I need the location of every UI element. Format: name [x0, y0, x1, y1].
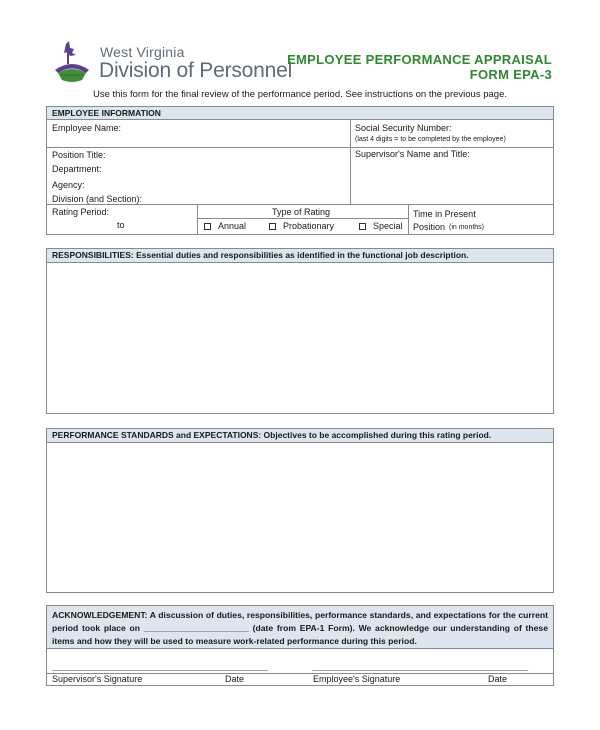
responsibilities-text-area[interactable]: [47, 263, 553, 413]
divider: [197, 204, 198, 235]
performance-standards-section: [46, 428, 554, 593]
employee-date-label: Date: [488, 674, 508, 684]
divider: [350, 147, 554, 148]
probationary-checkbox[interactable]: [269, 223, 276, 230]
form-number: FORM EPA-3: [469, 67, 552, 82]
supervisor-signature-label: Supervisor's Signature: [52, 674, 143, 684]
performance-text-area[interactable]: [47, 443, 553, 592]
supervisor-signature-line[interactable]: ________________________________________________________: [52, 662, 268, 671]
org-state-name: West Virginia: [100, 44, 185, 60]
time-in-position-label: Time in Present: [413, 209, 476, 219]
ssn-field[interactable]: Social Security Number:: [355, 123, 452, 133]
divider: [47, 204, 554, 205]
divider: [47, 147, 350, 148]
responsibilities-section: [46, 248, 554, 414]
divider: [350, 120, 351, 204]
agency-field[interactable]: Agency:: [52, 180, 85, 190]
rating-period-to: to: [117, 220, 125, 230]
form-title: EMPLOYEE PERFORMANCE APPRAISAL: [287, 52, 552, 67]
employee-signature-line[interactable]: ________________________________________________________: [312, 662, 528, 671]
wv-logo-icon: [52, 40, 92, 84]
acknowledgement-text: ACKNOWLEDGEMENT: A discussion of duties, responsibilities, performance standards, and expectations for the current period took place on ______________________ (date from EPA-1 Form). We acknowledge our understanding of these items and how they will be used to measure work-related performance during this period.: [52, 610, 548, 646]
annual-label: Annual: [218, 221, 247, 231]
employee-name-field[interactable]: Employee Name:: [52, 123, 122, 133]
supervisor-date-label: Date: [225, 674, 245, 684]
special-checkbox[interactable]: [359, 223, 366, 230]
section-heading: PERFORMANCE STANDARDS and EXPECTATIONS: Objectives to be accomplished during this rating period.: [47, 429, 553, 443]
employee-signature-label: Employee's Signature: [313, 674, 401, 684]
employee-information-section: [46, 106, 554, 235]
section-heading: EMPLOYEE INFORMATION: [47, 107, 553, 120]
annual-checkbox[interactable]: [204, 223, 211, 230]
division-field[interactable]: Division (and Section):: [52, 194, 143, 204]
section-heading: RESPONSIBILITIES: Essential duties and responsibilities as identified in the functional job description.: [47, 249, 553, 263]
position-title-field[interactable]: Position Title:: [52, 150, 106, 160]
type-of-rating-label: Type of Rating: [272, 207, 331, 217]
divider: [408, 204, 409, 235]
department-field[interactable]: Department:: [52, 164, 102, 174]
acknowledgement-section: [46, 605, 554, 686]
position-label: Position: [413, 222, 446, 232]
special-label: Special: [373, 221, 403, 231]
ssn-note: (last 4 digits = to be completed by the employee): [355, 136, 506, 143]
probationary-label: Probationary: [283, 221, 335, 231]
rating-period-field[interactable]: Rating Period:: [52, 207, 110, 217]
supervisor-name-field[interactable]: Supervisor's Name and Title:: [355, 149, 470, 159]
divider: [197, 218, 408, 219]
form-instructions: Use this form for the final review of the performance period. See instructions on the previous page.: [93, 89, 507, 100]
in-months-note: (in months): [449, 224, 485, 231]
org-division-name: Division of Personnel: [99, 59, 293, 82]
